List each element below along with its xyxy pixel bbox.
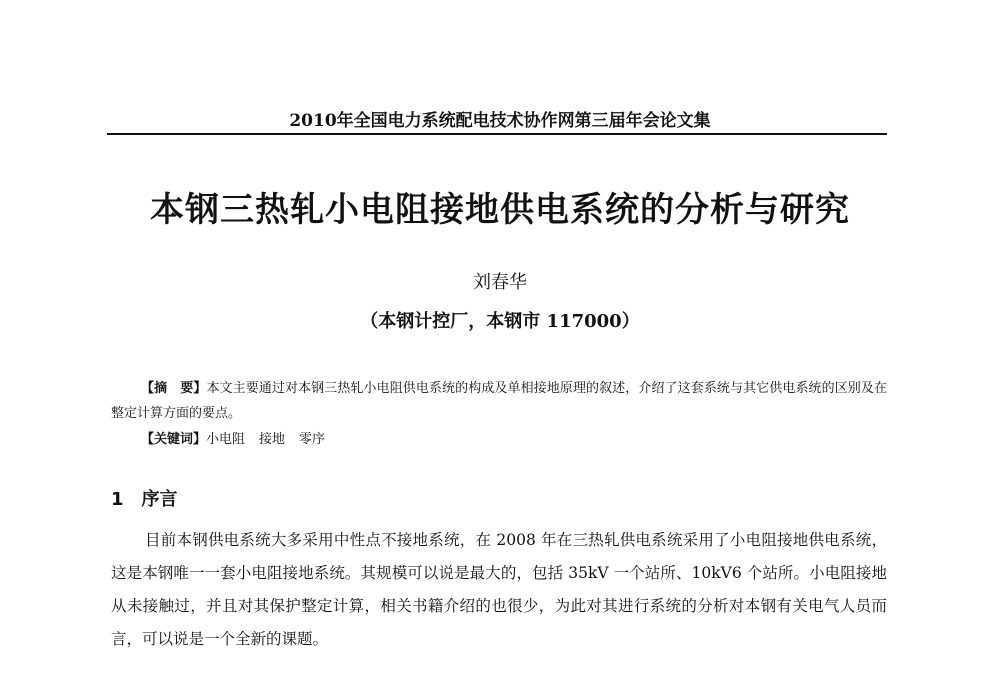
abstract — [111, 376, 887, 426]
keyword-item: 零序 — [299, 432, 326, 447]
keyword-item: 接地 — [259, 432, 286, 447]
keywords — [141, 427, 339, 452]
paper-title: 本钢三热轧小电阻接地供电系统的分析与研究 — [150, 190, 850, 230]
keyword-item: 小电阻 — [206, 432, 246, 447]
author-name: 刘春华 — [473, 272, 527, 293]
abstract-text: 本文主要通过对本钢三热轧小电阻供电系统的构成及单相接地原理的叙述，介绍了这套系统与其它供电系统的区别及在整定计算方面的要点。 — [111, 381, 887, 421]
running-header: 2010年全国电力系统配电技术协作网第三届年会论文集 — [289, 111, 711, 131]
keywords-label: 【关键词】 — [141, 432, 207, 447]
abstract-label: 【摘 要】 — [141, 381, 207, 396]
section-number: 1 — [111, 489, 124, 510]
header-rule — [107, 133, 887, 135]
body-paragraph: 目前本钢供电系统大多采用中性点不接地系统，在 2008 年在三热轧供电系统采用了小电阻接地供电系统，这是本钢唯一一套小电阻接地系统。其规模可以说是最大的，包括 35kV 一个站所、10kV6 个站所。小电阻接地从未接触过，并且对其保护整定计算，相关书籍介绍的也很少，为此对其进行系统的分析对本钢有关电气人员而言，可以说是一个全新的课题。 — [111, 531, 887, 648]
author-affiliation: （本钢计控厂，本钢市 117000） — [360, 311, 640, 332]
section-heading — [111, 485, 178, 511]
section-title: 序言 — [141, 489, 178, 510]
